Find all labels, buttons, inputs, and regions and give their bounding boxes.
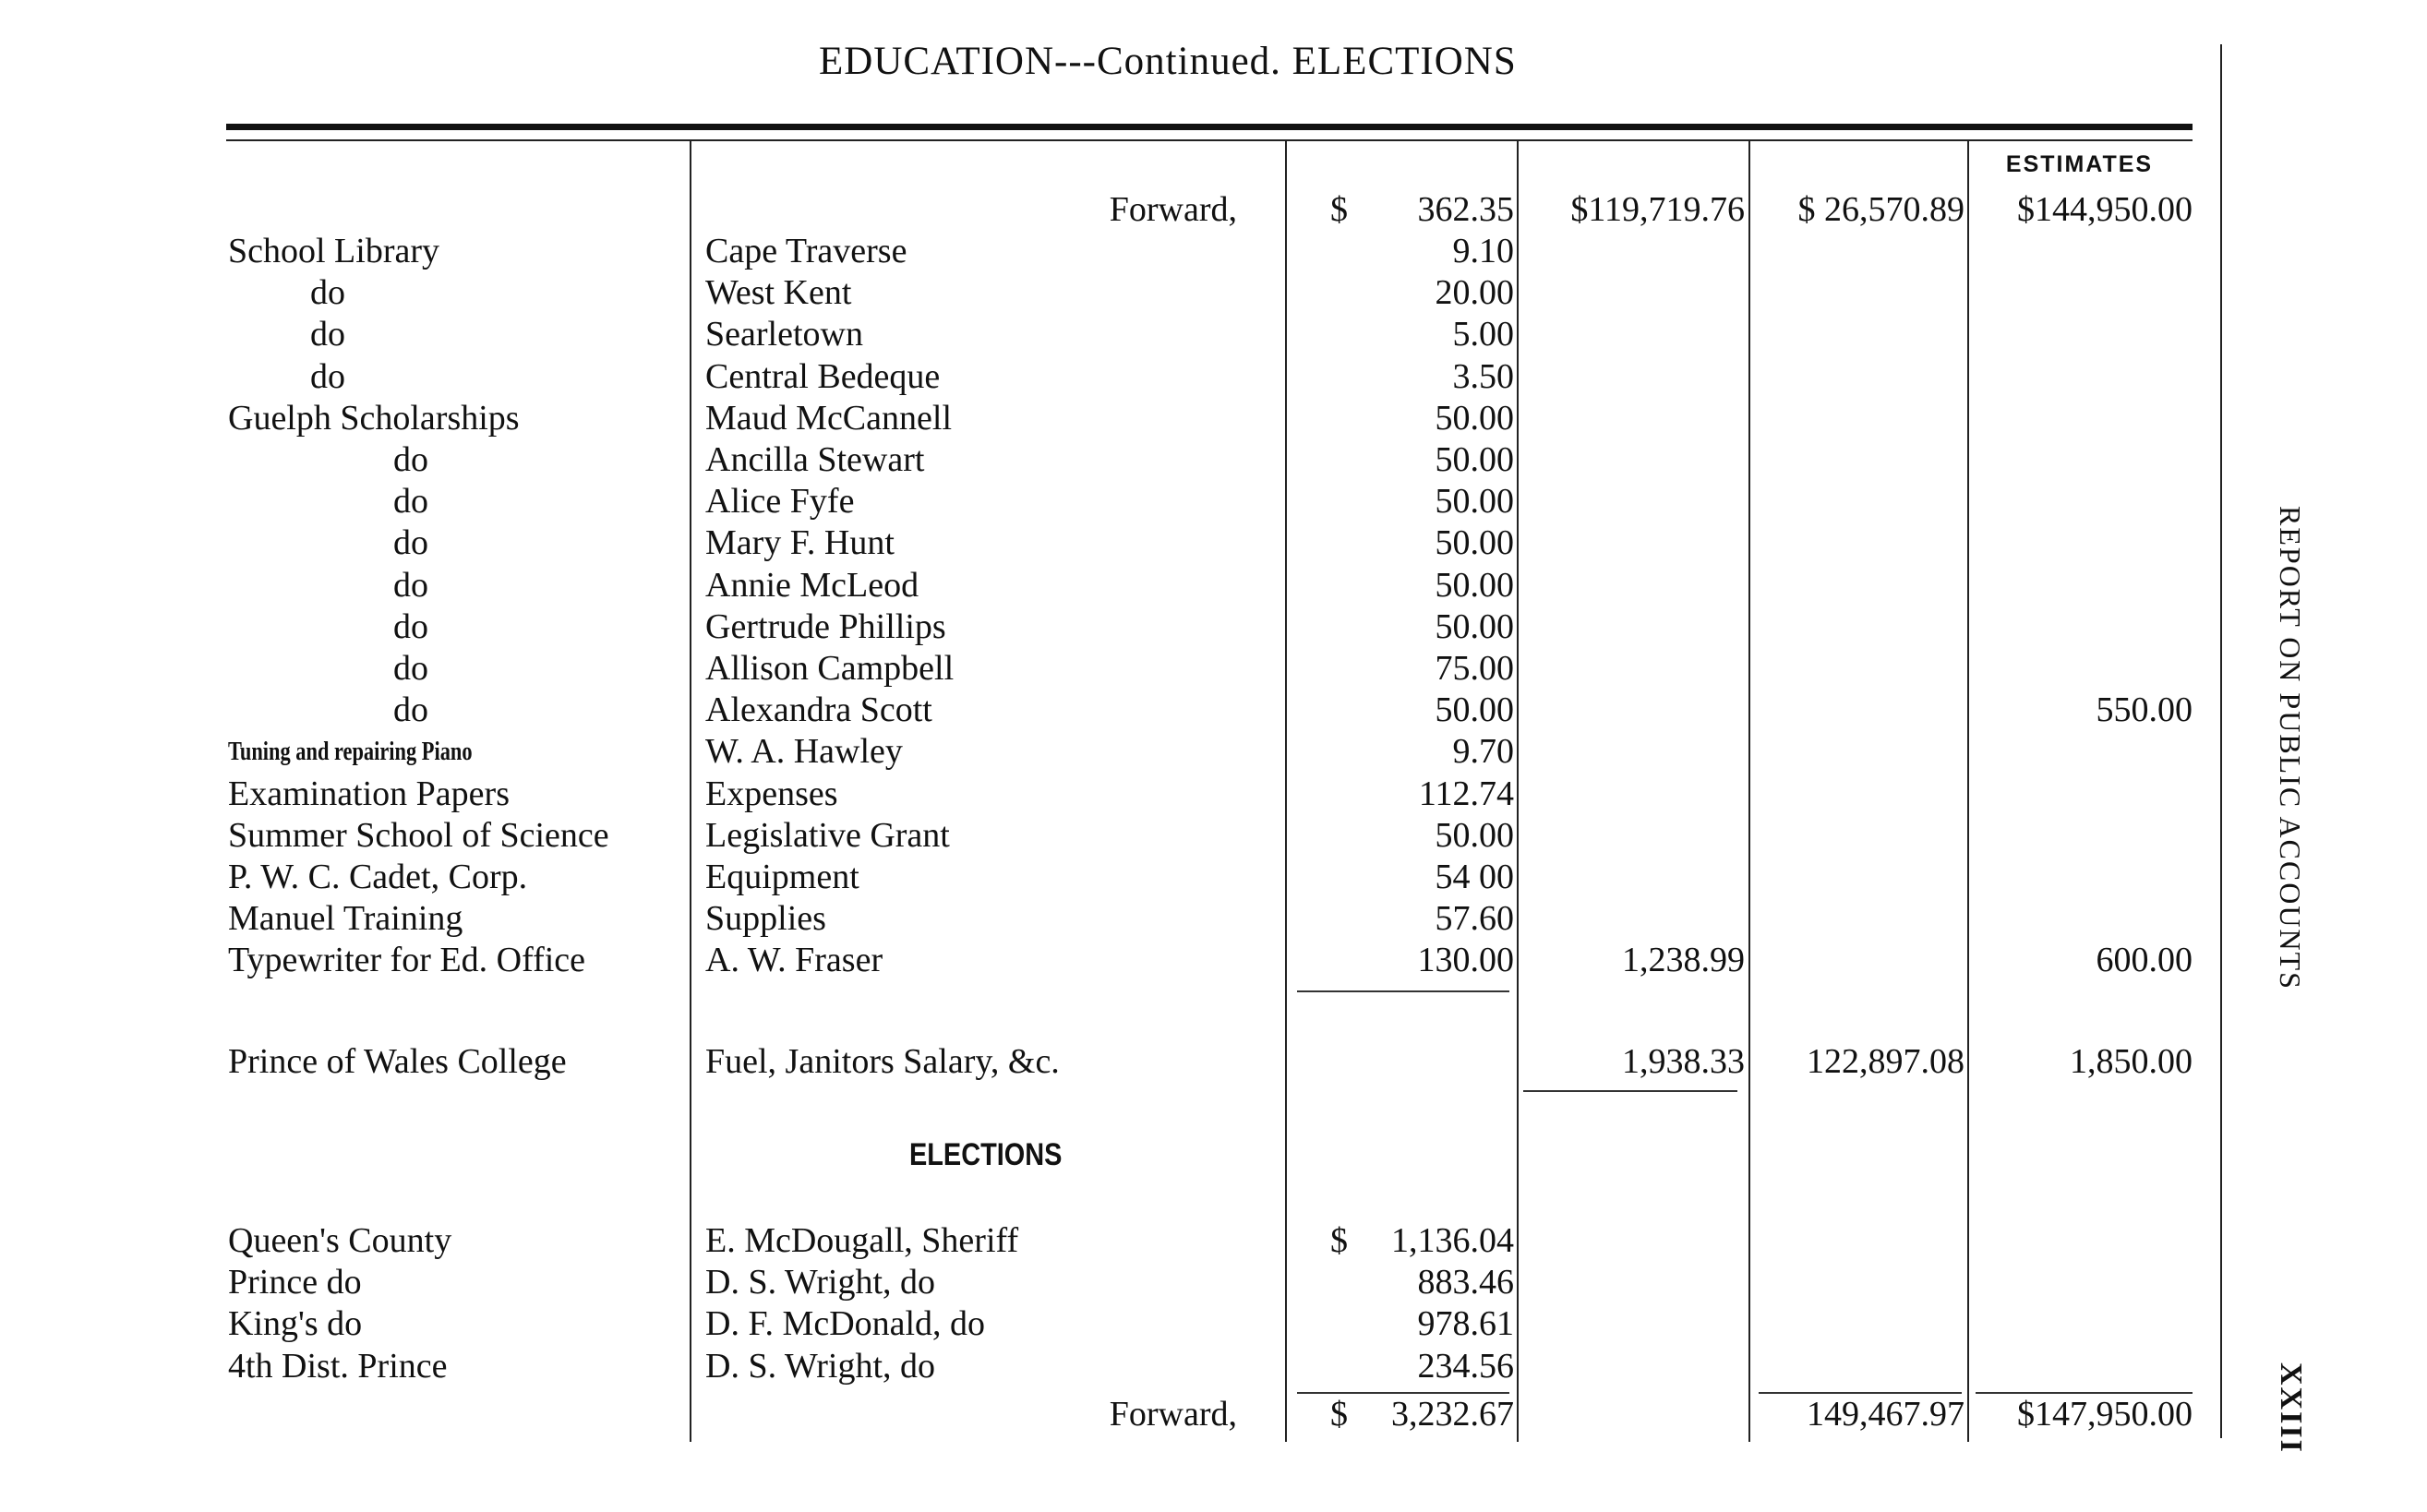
estimates-heading: ESTIMATES (2005, 151, 2154, 177)
forward-estimate: $147,950.00 (2017, 1395, 2193, 1434)
row-payee: E. McDougall, Sheriff (705, 1221, 1019, 1260)
row-item: do (393, 440, 428, 479)
row-item: Prince of Wales College (228, 1042, 567, 1081)
row-amount: 50.00 (1435, 565, 1514, 605)
row-item: Typewriter for Ed. Office (228, 941, 586, 980)
table-row (0, 815, 2216, 857)
row-item: do (310, 315, 345, 354)
forward-amount: 3,232.67 (1391, 1395, 1514, 1434)
row-item: do (310, 356, 345, 396)
table-row (0, 439, 2216, 481)
row-payee: West Kent (705, 273, 852, 313)
row-amount: 883.46 (1417, 1263, 1514, 1302)
side-title: REPORT ON PUBLIC ACCOUNTS (2274, 506, 2307, 990)
row-item: Examination Papers (228, 774, 510, 813)
row-payee: D. S. Wright, do (705, 1263, 936, 1302)
forward-row-bottom (0, 1394, 2216, 1435)
row-payee: Central Bedeque (705, 356, 941, 396)
header-rule-thick (226, 124, 2193, 130)
table-row (0, 898, 2216, 940)
row-amount: 9.10 (1452, 232, 1514, 270)
row-payee: Mary F. Hunt (705, 523, 895, 563)
row-payee: Cape Traverse (705, 232, 907, 270)
row-payee: Expenses (705, 774, 838, 813)
forward-label: Forward, (1109, 1395, 1237, 1434)
row-estimate: 550.00 (2096, 690, 2193, 730)
row-payee: Fuel, Janitors Salary, &c. (705, 1042, 1060, 1081)
row-amount: 50.00 (1435, 482, 1514, 522)
table-row (0, 857, 2216, 898)
row-subtotal: 1,938.33 (1622, 1042, 1745, 1081)
row-payee: Legislative Grant (705, 815, 950, 855)
row-item: Guelph Scholarships (228, 398, 520, 438)
row-payee: W. A. Hawley (705, 732, 903, 772)
table-row (0, 565, 2216, 606)
subtotal-rule (1297, 990, 1509, 992)
forward-label: Forward, (1109, 190, 1237, 229)
row-payee: Equipment (705, 858, 859, 896)
row-amount: 57.60 (1435, 899, 1514, 939)
row-amount: 54 00 (1435, 858, 1514, 896)
row-total: 122,897.08 (1807, 1042, 1964, 1081)
row-amount: 20.00 (1435, 273, 1514, 313)
table-row (0, 481, 2216, 522)
page-edge-rule (2220, 44, 2222, 1438)
row-payee: Alexandra Scott (705, 690, 932, 730)
row-item: do (393, 523, 428, 563)
forward-amount: 362.35 (1417, 190, 1514, 229)
table-row (0, 1220, 2216, 1262)
row-payee: Alice Fyfe (705, 482, 855, 522)
row-item: do (310, 273, 345, 313)
row-item: Manuel Training (228, 899, 463, 939)
row-amount: 50.00 (1435, 523, 1514, 563)
row-amount: 75.00 (1435, 649, 1514, 688)
table-row (0, 606, 2216, 648)
row-item: do (393, 690, 428, 730)
row-payee: Allison Campbell (705, 649, 955, 688)
row-payee: D. S. Wright, do (705, 1346, 936, 1386)
currency-sign: $ (1330, 190, 1348, 229)
row-amount: 50.00 (1435, 440, 1514, 479)
forward-total: 149,467.97 (1807, 1395, 1964, 1434)
row-payee: Ancilla Stewart (705, 440, 925, 479)
table-row (0, 272, 2216, 314)
row-payee: Gertrude Phillips (705, 606, 946, 646)
row-amount: 50.00 (1435, 606, 1514, 646)
row-amount: 1,136.04 (1391, 1221, 1514, 1260)
table-row (0, 231, 2216, 272)
row-amount: 112.74 (1418, 774, 1514, 813)
row-item: School Library (228, 232, 440, 270)
table-row (0, 398, 2216, 439)
table-row (0, 940, 2216, 981)
table-row (0, 522, 2216, 564)
row-payee: Searletown (705, 315, 863, 354)
row-subtotal: 1,238.99 (1622, 941, 1745, 980)
table-row (0, 774, 2216, 815)
table-row (0, 1346, 2216, 1387)
row-amount: 978.61 (1417, 1304, 1514, 1344)
row-payee: D. F. McDonald, do (705, 1304, 986, 1344)
table-row (0, 731, 2216, 773)
row-amount: 3.50 (1452, 356, 1514, 396)
table-row (0, 314, 2216, 355)
row-amount: 130.00 (1417, 941, 1514, 980)
college-row (0, 1041, 2216, 1083)
row-amount: 5.00 (1452, 315, 1514, 354)
row-item: do (393, 606, 428, 646)
currency-sign: $ (1330, 1395, 1348, 1434)
currency-sign: $ (1330, 1221, 1348, 1260)
row-payee: Maud McCannell (705, 398, 953, 438)
row-item: Queen's County (228, 1221, 452, 1260)
header-rule-thin (226, 139, 2193, 141)
row-item: do (393, 565, 428, 605)
row-amount: 9.70 (1452, 732, 1514, 772)
forward-total: $ 26,570.89 (1797, 190, 1964, 229)
row-payee: Supplies (705, 899, 826, 939)
elections-heading: ELECTIONS (909, 1137, 1063, 1172)
row-estimate: 600.00 (2096, 941, 2193, 980)
college-subtotal-rule (1523, 1090, 1737, 1092)
row-payee: A. W. Fraser (705, 941, 883, 980)
row-item: Tuning and repairing Piano (228, 738, 473, 767)
forward-row-top (0, 189, 2216, 231)
row-estimate: 1,850.00 (2070, 1042, 2193, 1081)
row-item: King's do (228, 1304, 363, 1344)
table-row (0, 690, 2216, 731)
forward-estimate: $144,950.00 (2017, 190, 2193, 229)
row-amount: 234.56 (1417, 1346, 1514, 1386)
row-amount: 50.00 (1435, 815, 1514, 855)
row-item: Prince do (228, 1263, 362, 1302)
table-row (0, 1303, 2216, 1345)
table-row (0, 648, 2216, 690)
table-row (0, 356, 2216, 398)
row-item: Summer School of Science (228, 815, 609, 855)
table-row (0, 1262, 2216, 1303)
page-number: XXIII (2274, 1362, 2308, 1454)
row-amount: 50.00 (1435, 690, 1514, 730)
row-amount: 50.00 (1435, 398, 1514, 438)
forward-subtotal: $119,719.76 (1570, 190, 1745, 229)
row-item: P. W. C. Cadet, Corp. (228, 858, 528, 896)
row-item: do (393, 649, 428, 688)
page-title: EDUCATION---Continued. ELECTIONS (819, 40, 1517, 83)
row-item: do (393, 482, 428, 522)
row-item: 4th Dist. Prince (228, 1346, 448, 1386)
row-payee: Annie McLeod (705, 565, 919, 605)
